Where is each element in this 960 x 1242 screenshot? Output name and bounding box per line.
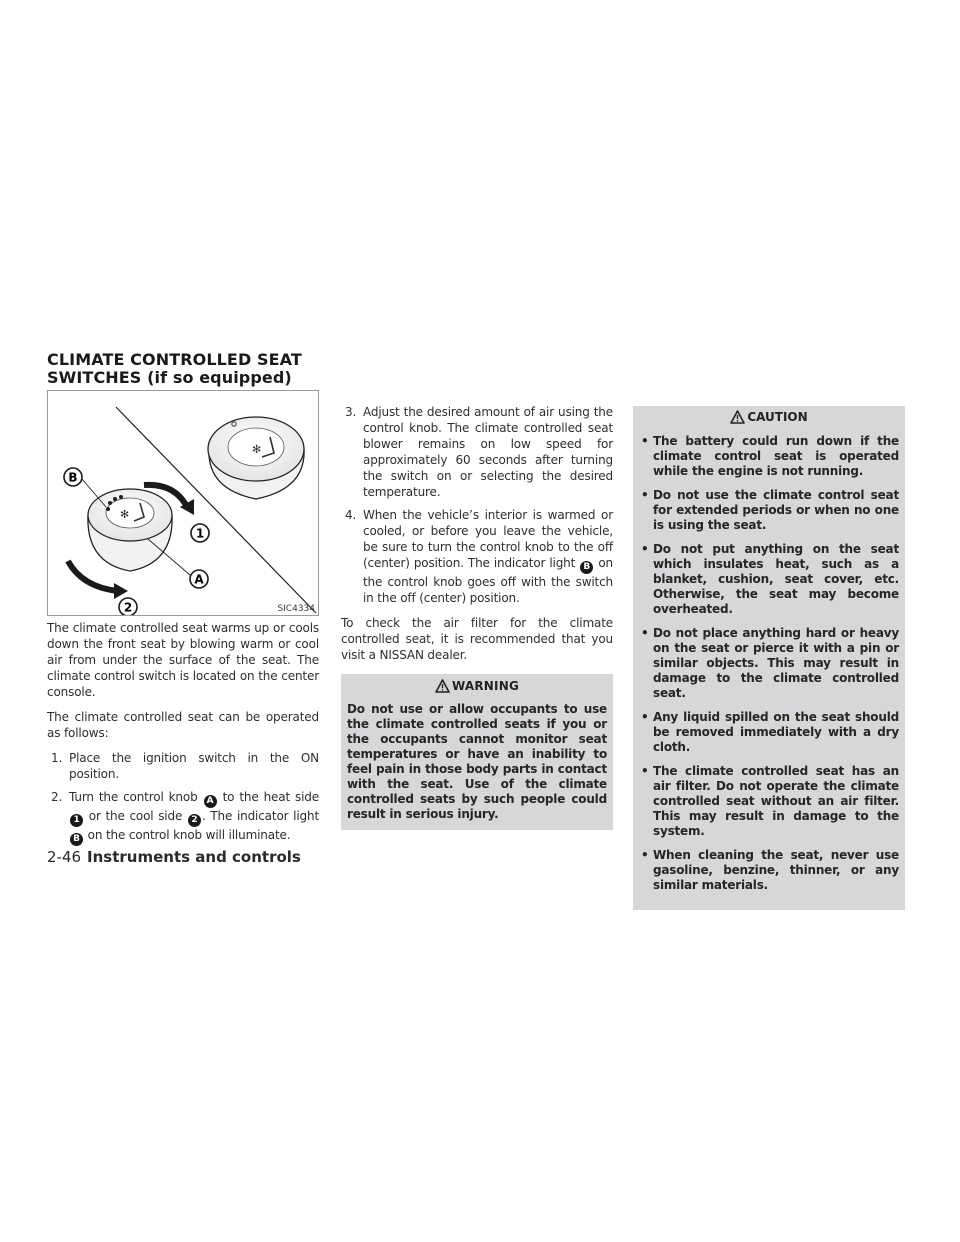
- page-footer: [47, 848, 301, 866]
- section-title-line2: SWITCHES (if so equipped): [47, 368, 292, 387]
- step-2-text-c: or the cool side: [88, 809, 183, 823]
- section-title: [47, 351, 367, 387]
- bullet: •: [641, 434, 649, 448]
- intro-paragraph: The climate controlled seat warms up or cools down the front seat by blowing warm or cool air from under the surface of the seat. The climate control switch is located on the center console.: [47, 621, 319, 699]
- warning-box: [341, 674, 613, 830]
- knob-diagram: [48, 391, 319, 616]
- label-b: [64, 468, 82, 486]
- step-1-text: Place the ignition switch in the ON position.: [69, 751, 319, 781]
- step-4-text-a: When the vehicle’s interior is warmed or cooled, or before you leave the vehicle, be sure to turn the control knob to the off (center) position. The indicator light: [363, 508, 613, 570]
- caution-item: [639, 848, 899, 893]
- steps-list-1: [47, 750, 319, 846]
- step-2-text-a: Turn the control knob: [69, 790, 198, 804]
- caution-item-text: Do not put anything on the seat which insulates heat, such as a blanket, cushion, seat cover, etc. Otherwise, the seat may become overheated.: [653, 542, 899, 616]
- step-4-number: 4.: [345, 508, 357, 522]
- caution-list: [633, 434, 905, 893]
- knob-illustration: [47, 390, 319, 616]
- column-1: [47, 620, 319, 855]
- ref-2-icon: 2: [188, 814, 201, 827]
- figure-code: SIC4334: [277, 604, 315, 614]
- step-1: [47, 750, 319, 782]
- cool-arrow: [68, 561, 118, 591]
- caution-item-text: The climate controlled seat has an air filter. Do not operate the climate controlled seat without an air filter. This may result in damage to the system.: [653, 764, 899, 838]
- caution-box: [633, 406, 905, 910]
- bullet: •: [641, 710, 649, 724]
- caution-icon: [730, 410, 745, 424]
- step-3: [341, 404, 613, 500]
- filter-paragraph: To check the air filter for the climate controlled seat, it is recommended that you visit a NISSAN dealer.: [341, 616, 613, 662]
- svg-text:B: B: [68, 470, 78, 485]
- caution-item: [639, 542, 899, 617]
- caution-item-text: Any liquid spilled on the seat should be removed immediately with a dry cloth.: [653, 710, 899, 754]
- bullet: •: [641, 764, 649, 778]
- warning-header: [341, 674, 613, 698]
- step-2-number: 2.: [51, 790, 63, 804]
- step-4-text-b: on the control knob goes off with the switch in the off (center) position.: [363, 556, 613, 605]
- upper-knob: [208, 417, 304, 499]
- bullet: •: [641, 626, 649, 640]
- warning-title: WARNING: [451, 679, 520, 693]
- steps-list-2: [341, 404, 613, 606]
- bullet: •: [641, 488, 649, 502]
- bullet: •: [641, 848, 649, 862]
- caution-item: [639, 488, 899, 533]
- ref-b-icon: B: [580, 561, 593, 574]
- caution-item: [639, 710, 899, 755]
- caution-item: [639, 626, 899, 701]
- step-4: [341, 507, 613, 606]
- ref-a-icon: A: [204, 795, 217, 808]
- page-number: 2-46: [47, 848, 82, 866]
- svg-text:✻: ✻: [120, 508, 130, 521]
- label-a: [190, 570, 208, 588]
- ref-1-icon: 1: [70, 814, 83, 827]
- step-2-text-b: to the heat side: [222, 790, 320, 804]
- svg-text:2: 2: [123, 600, 133, 615]
- step-2: [47, 789, 319, 846]
- caution-item: [639, 434, 899, 479]
- ref-b-icon: B: [70, 833, 83, 846]
- column-3: [633, 406, 905, 910]
- bullet: •: [641, 542, 649, 556]
- caution-header: [633, 406, 905, 428]
- caution-item: [639, 764, 899, 839]
- step-1-number: 1.: [51, 751, 63, 765]
- svg-text:A: A: [194, 572, 204, 587]
- caution-item-text: Do not place anything hard or heavy on the seat or pierce it with a pin or similar objects. This may result in damage to the climate controlled seat.: [653, 626, 899, 700]
- warning-body: Do not use or allow occupants to use the climate controlled seats if you or the occupants cannot monitor seat temperatures or have an inability to feel pain in those body parts in contact with the seat. Use of the climate controlled seats by such people could result in serious injury.: [347, 702, 607, 821]
- label-1: [191, 524, 209, 542]
- caution-item-text: Do not use the climate control seat for extended periods or when no one is using the seat.: [653, 488, 899, 532]
- section-title-line1: CLIMATE CONTROLLED SEAT: [47, 350, 302, 369]
- cool-arrowhead: [114, 583, 128, 599]
- warning-icon: [435, 679, 450, 693]
- caution-item-text: When cleaning the seat, never use gasoline, benzine, thinner, or any similar materials.: [653, 848, 899, 892]
- operated-as-paragraph: The climate controlled seat can be operated as follows:: [47, 710, 319, 740]
- step-2-text-d: . The indicator light: [201, 809, 319, 823]
- svg-text:1: 1: [195, 526, 205, 541]
- caution-title: CAUTION: [747, 410, 808, 424]
- chapter-title: Instruments and controls: [87, 848, 301, 866]
- step-3-number: 3.: [345, 405, 357, 419]
- caution-item-text: The battery could run down if the climate control seat is operated while the engine is not running.: [653, 434, 899, 478]
- label-2: [119, 598, 137, 616]
- svg-text:✻: ✻: [252, 443, 262, 456]
- step-2-text-e: on the control knob will illuminate.: [87, 828, 291, 842]
- step-3-text: Adjust the desired amount of air using the control knob. The climate controlled seat blower remains on low speed for approximately 60 seconds after turning the switch on or selecting the desired temperature.: [363, 405, 613, 499]
- column-2: [341, 404, 613, 830]
